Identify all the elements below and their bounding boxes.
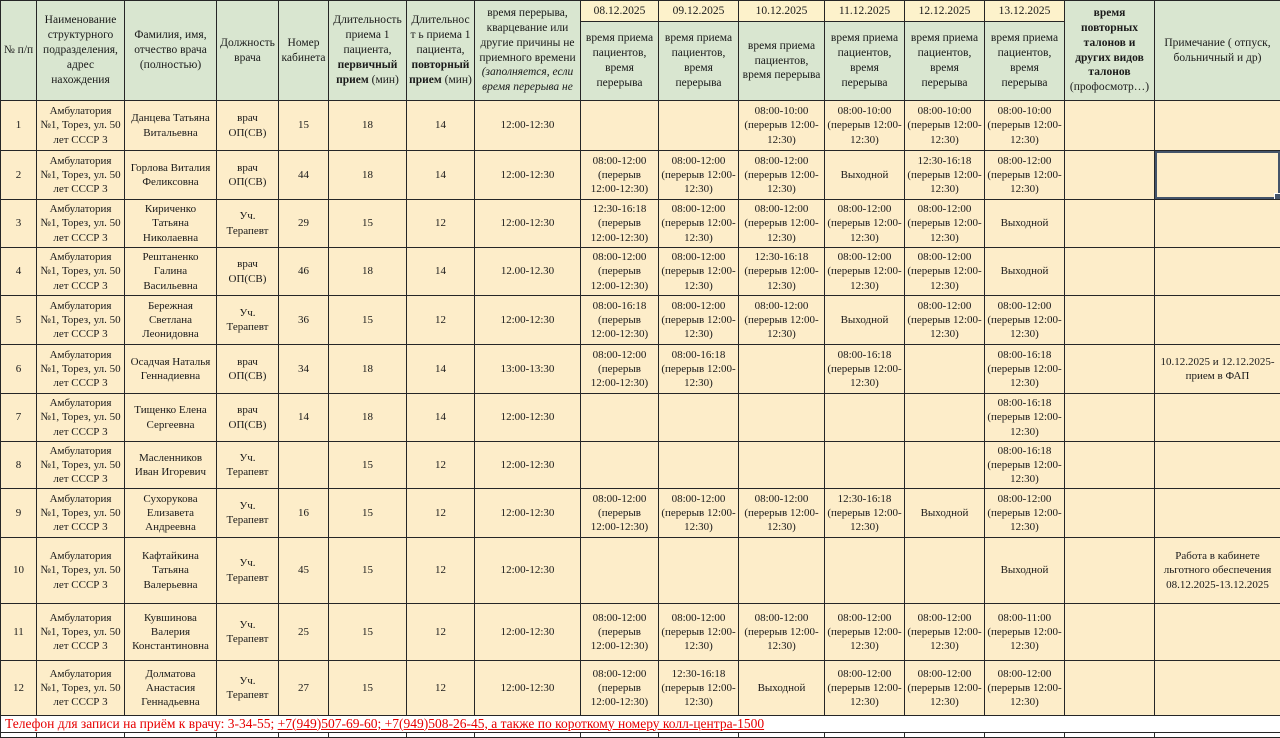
- day-schedule-cell[interactable]: [825, 442, 905, 489]
- date-subheader-6[interactable]: время приема пациентов, время перерыва: [985, 22, 1065, 101]
- break-time-cell[interactable]: 12:00-12:30: [475, 151, 581, 200]
- row-number-cell[interactable]: 4: [1, 248, 37, 296]
- department-cell[interactable]: Амбулатория №1, Торез, ул. 50 лет СССР 3: [37, 296, 125, 345]
- empty-cell[interactable]: [37, 733, 125, 738]
- day-schedule-cell[interactable]: 08:00-16:18 (перерыв 12:00-12:30): [659, 345, 739, 394]
- cabinet-number-cell[interactable]: 29: [279, 200, 329, 248]
- empty-cell[interactable]: [825, 733, 905, 738]
- doctor-name-cell[interactable]: Долматова Анастасия Геннадьевна: [125, 661, 217, 716]
- first-visit-duration-cell[interactable]: 15: [329, 200, 407, 248]
- table-row: [1, 296, 1280, 345]
- note-cell[interactable]: [1155, 200, 1280, 248]
- note-cell[interactable]: [1155, 101, 1280, 151]
- day-schedule-cell[interactable]: 08:00-12:00 (перерыв 12:00-12:30): [581, 345, 659, 394]
- cabinet-number-cell[interactable]: 16: [279, 489, 329, 538]
- day-schedule-cell[interactable]: 08:00-16:18 (перерыв 12:00-12:30): [985, 345, 1065, 394]
- repeat-visit-duration-cell[interactable]: 12: [407, 661, 475, 716]
- repeat-visit-duration-cell[interactable]: 14: [407, 151, 475, 200]
- cabinet-number-cell[interactable]: 46: [279, 248, 329, 296]
- table-row: [1, 604, 1280, 661]
- first-visit-duration-cell[interactable]: 15: [329, 661, 407, 716]
- position-cell[interactable]: врач ОП(СВ): [217, 101, 279, 151]
- doctor-name-cell[interactable]: Тищенко Елена Сергеевна: [125, 394, 217, 442]
- phone-info-text: Телефон для записи на приём к врачу: 3-34-55;: [5, 716, 278, 731]
- repeat-visit-duration-cell[interactable]: 12: [407, 489, 475, 538]
- day-schedule-cell[interactable]: Выходной: [739, 661, 825, 716]
- cabinet-number-cell[interactable]: 25: [279, 604, 329, 661]
- day-schedule-cell[interactable]: 12:30-16:18 (перерыв 12:00-12:30): [825, 489, 905, 538]
- doctor-name-cell[interactable]: Кафтайкина Татьяна Валерьевна: [125, 538, 217, 604]
- date-header-6[interactable]: 13.12.2025: [985, 1, 1065, 22]
- first-visit-duration-cell[interactable]: 15: [329, 489, 407, 538]
- repeat-visit-duration-cell[interactable]: 14: [407, 345, 475, 394]
- repeat-visit-text: Длительност ь приема 1 пациента,: [410, 14, 470, 56]
- row-number-cell[interactable]: 1: [1, 101, 37, 151]
- repeat-tickets-cell[interactable]: [1065, 442, 1155, 489]
- table-row: [1, 538, 1280, 604]
- repeat-tickets-cell[interactable]: [1065, 296, 1155, 345]
- table-row: [1, 489, 1280, 538]
- empty-cell[interactable]: [329, 733, 407, 738]
- position-cell[interactable]: врач ОП(СВ): [217, 248, 279, 296]
- repeat-visit-bold-text: повторный прием: [409, 59, 469, 86]
- repeat-tickets-cell[interactable]: [1065, 101, 1155, 151]
- day-schedule-cell[interactable]: 08:00-12:00 (перерыв 12:00-12:30): [905, 661, 985, 716]
- position-cell[interactable]: Уч. Терапевт: [217, 296, 279, 345]
- day-schedule-cell[interactable]: 08:00-10:00 (перерыв 12:00-12:30): [825, 101, 905, 151]
- day-schedule-cell[interactable]: [739, 442, 825, 489]
- position-cell[interactable]: врач ОП(СВ): [217, 394, 279, 442]
- repeat-tickets-cell[interactable]: [1065, 538, 1155, 604]
- empty-cell[interactable]: [407, 733, 475, 738]
- first-visit-duration-cell[interactable]: 18: [329, 101, 407, 151]
- position-cell[interactable]: Уч. Терапевт: [217, 538, 279, 604]
- row-number-cell[interactable]: 9: [1, 489, 37, 538]
- date-header-3[interactable]: 10.12.2025: [739, 1, 825, 22]
- department-cell[interactable]: Амбулатория №1, Торез, ул. 50 лет СССР 3: [37, 345, 125, 394]
- break-time-text: время перерыва, кварцевание или другие причины не приемного времени: [479, 7, 575, 64]
- doctor-name-cell[interactable]: Кириченко Татьяна Николаевна: [125, 200, 217, 248]
- day-schedule-cell[interactable]: 08:00-12:00 (перерыв 12:00-12:30): [905, 200, 985, 248]
- col-header-note[interactable]: Примечание ( отпуск, больничный и др): [1155, 1, 1280, 101]
- row-number-cell[interactable]: 6: [1, 345, 37, 394]
- position-cell[interactable]: Уч. Терапевт: [217, 661, 279, 716]
- col-header-cabinet[interactable]: Номер кабинета: [279, 1, 329, 101]
- break-time-cell[interactable]: 12:00-12:30: [475, 296, 581, 345]
- day-schedule-cell[interactable]: 08:00-12:00 (перерыв 12:00-12:30): [985, 661, 1065, 716]
- repeat-tickets-bold-text: время повторных талонов и других видов талонов: [1075, 7, 1144, 79]
- empty-cell[interactable]: [1, 733, 37, 738]
- day-schedule-cell[interactable]: 08:00-12:00 (перерыв 12:00-12:30): [581, 489, 659, 538]
- col-header-number[interactable]: № п/п: [1, 1, 37, 101]
- selected-cell[interactable]: [1155, 151, 1280, 200]
- day-schedule-cell[interactable]: Выходной: [985, 248, 1065, 296]
- cabinet-number-cell[interactable]: 15: [279, 101, 329, 151]
- day-schedule-cell[interactable]: 08:00-12:00 (перерыв 12:00-12:30): [739, 151, 825, 200]
- doctor-name-cell[interactable]: Осадчая Наталья Геннадиевна: [125, 345, 217, 394]
- partial-empty-row: [1, 733, 1280, 738]
- date-header-5[interactable]: 12.12.2025: [905, 1, 985, 22]
- repeat-visit-duration-cell[interactable]: 14: [407, 101, 475, 151]
- position-cell[interactable]: врач ОП(СВ): [217, 151, 279, 200]
- date-subheader-2[interactable]: время приема пациентов, время перерыва: [659, 22, 739, 101]
- row-number-cell[interactable]: 2: [1, 151, 37, 200]
- first-visit-duration-cell[interactable]: 15: [329, 604, 407, 661]
- note-cell[interactable]: [1155, 248, 1280, 296]
- repeat-tickets-cell[interactable]: [1065, 489, 1155, 538]
- first-visit-duration-cell[interactable]: 15: [329, 296, 407, 345]
- table-row: [1, 442, 1280, 489]
- break-time-cell[interactable]: 13:00-13:30: [475, 345, 581, 394]
- repeat-visit-duration-cell[interactable]: 12: [407, 200, 475, 248]
- repeat-visit-duration-cell[interactable]: 12: [407, 538, 475, 604]
- position-cell[interactable]: Уч. Терапевт: [217, 489, 279, 538]
- empty-cell[interactable]: [125, 733, 217, 738]
- note-cell[interactable]: [1155, 489, 1280, 538]
- day-schedule-cell[interactable]: 08:00-12:00 (перерыв 12:00-12:30): [581, 248, 659, 296]
- day-schedule-cell[interactable]: 08:00-12:00 (перерыв 12:00-12:30): [825, 248, 905, 296]
- empty-cell[interactable]: [659, 733, 739, 738]
- cabinet-number-cell[interactable]: 27: [279, 661, 329, 716]
- day-schedule-cell[interactable]: Выходной: [825, 296, 905, 345]
- department-cell[interactable]: Амбулатория №1, Торез, ул. 50 лет СССР 3: [37, 661, 125, 716]
- break-time-cell[interactable]: 12:00-12:30: [475, 200, 581, 248]
- day-schedule-cell[interactable]: 08:00-10:00 (перерыв 12:00-12:30): [905, 101, 985, 151]
- note-cell[interactable]: [1155, 604, 1280, 661]
- day-schedule-cell[interactable]: 08:00-12:00 (перерыв 12:00-12:30): [659, 489, 739, 538]
- doctor-name-cell[interactable]: Горлова Виталия Феликсовна: [125, 151, 217, 200]
- day-schedule-cell[interactable]: [581, 442, 659, 489]
- empty-cell[interactable]: [581, 733, 659, 738]
- day-schedule-cell[interactable]: [659, 442, 739, 489]
- first-visit-duration-cell[interactable]: 18: [329, 248, 407, 296]
- repeat-tickets-rest-text: (профосмотр…): [1070, 81, 1149, 93]
- day-schedule-cell[interactable]: 12:30-16:18 (перерыв 12:00-12:30): [905, 151, 985, 200]
- repeat-tickets-cell[interactable]: [1065, 248, 1155, 296]
- day-schedule-cell[interactable]: [905, 394, 985, 442]
- department-cell[interactable]: Амбулатория №1, Торез, ул. 50 лет СССР 3: [37, 538, 125, 604]
- note-cell[interactable]: [1155, 394, 1280, 442]
- day-schedule-cell[interactable]: 08:00-12:00 (перерыв 12:00-12:30): [659, 151, 739, 200]
- day-schedule-cell[interactable]: Выходной: [985, 200, 1065, 248]
- selection-fill-handle[interactable]: [1274, 193, 1280, 199]
- day-schedule-cell[interactable]: 08:00-16:18 (перерыв 12:00-12:30): [985, 394, 1065, 442]
- day-schedule-cell[interactable]: [659, 394, 739, 442]
- day-schedule-cell[interactable]: Выходной: [905, 489, 985, 538]
- day-schedule-cell[interactable]: 08:00-16:18 (перерыв 12:00-12:30): [825, 345, 905, 394]
- day-schedule-cell[interactable]: 08:00-12:00 (перерыв 12:00-12:30): [985, 489, 1065, 538]
- empty-cell[interactable]: [739, 733, 825, 738]
- day-schedule-cell[interactable]: 08:00-12:00 (перерыв 12:00-12:30): [739, 296, 825, 345]
- day-schedule-cell[interactable]: [825, 394, 905, 442]
- day-schedule-cell[interactable]: 08:00-12:00 (перерыв 12:00-12:30): [739, 489, 825, 538]
- doctor-name-cell[interactable]: Сухорукова Елизавета Андреевна: [125, 489, 217, 538]
- break-time-cell[interactable]: 12:00-12:30: [475, 442, 581, 489]
- day-schedule-cell[interactable]: [905, 442, 985, 489]
- empty-cell[interactable]: [475, 733, 581, 738]
- table-row: [1, 101, 1280, 151]
- department-cell[interactable]: Амбулатория №1, Торез, ул. 50 лет СССР 3: [37, 604, 125, 661]
- department-cell[interactable]: Амбулатория №1, Торез, ул. 50 лет СССР 3: [37, 200, 125, 248]
- empty-cell[interactable]: [1065, 733, 1155, 738]
- day-schedule-cell[interactable]: 08:00-12:00 (перерыв 12:00-12:30): [581, 661, 659, 716]
- table-row: [1, 345, 1280, 394]
- table-row: [1, 151, 1280, 200]
- row-number-cell[interactable]: 7: [1, 394, 37, 442]
- date-subheader-1[interactable]: время приема пациентов, время перерыва: [581, 22, 659, 101]
- day-schedule-cell[interactable]: 08:00-10:00 (перерыв 12:00-12:30): [739, 101, 825, 151]
- date-header-1[interactable]: 08.12.2025: [581, 1, 659, 22]
- phone-info-row: [1, 716, 1280, 733]
- break-time-cell[interactable]: 12:00-12:30: [475, 538, 581, 604]
- cabinet-number-cell[interactable]: 45: [279, 538, 329, 604]
- department-cell[interactable]: Амбулатория №1, Торез, ул. 50 лет СССР 3: [37, 442, 125, 489]
- table-body: [1, 101, 1280, 716]
- empty-cell[interactable]: [985, 733, 1065, 738]
- repeat-tickets-cell[interactable]: [1065, 661, 1155, 716]
- col-header-position[interactable]: Должность врача: [217, 1, 279, 101]
- empty-cell[interactable]: [1155, 733, 1280, 738]
- table-row: [1, 394, 1280, 442]
- cabinet-number-cell[interactable]: 14: [279, 394, 329, 442]
- day-schedule-cell[interactable]: 08:00-11:00 (перерыв 12:00-12:30): [985, 604, 1065, 661]
- phone-info-cell[interactable]: [1, 716, 1280, 733]
- empty-cell[interactable]: [279, 733, 329, 738]
- doctor-name-cell[interactable]: Рештаненко Галина Васильевна: [125, 248, 217, 296]
- col-header-repeat-visit-duration[interactable]: [407, 1, 475, 101]
- break-time-cell[interactable]: 12:00-12:30: [475, 661, 581, 716]
- col-header-repeat-tickets[interactable]: [1065, 1, 1155, 101]
- day-schedule-cell[interactable]: [581, 538, 659, 604]
- day-schedule-cell[interactable]: 08:00-12:00 (перерыв 12:00-12:30): [739, 200, 825, 248]
- table-row: [1, 200, 1280, 248]
- col-header-first-visit-duration[interactable]: [329, 1, 407, 101]
- day-schedule-cell[interactable]: 08:00-12:00 (перерыв 12:00-12:30): [659, 248, 739, 296]
- first-visit-duration-cell[interactable]: 18: [329, 394, 407, 442]
- day-schedule-cell[interactable]: 12:30-16:18 (перерыв 12:00-12:30): [581, 200, 659, 248]
- day-schedule-cell[interactable]: 08:00-12:00 (перерыв 12:00-12:30): [659, 296, 739, 345]
- day-schedule-cell[interactable]: 08:00-12:00 (перерыв 12:00-12:30): [659, 200, 739, 248]
- repeat-tickets-cell[interactable]: [1065, 604, 1155, 661]
- note-cell[interactable]: [1155, 661, 1280, 716]
- day-schedule-cell[interactable]: 08:00-12:00 (перерыв 12:00-12:30): [825, 661, 905, 716]
- position-cell[interactable]: Уч. Терапевт: [217, 200, 279, 248]
- break-time-cell[interactable]: 12:00-12:30: [475, 101, 581, 151]
- day-schedule-cell[interactable]: 08:00-10:00 (перерыв 12:00-12:30): [985, 101, 1065, 151]
- first-visit-duration-cell[interactable]: 18: [329, 345, 407, 394]
- day-schedule-cell[interactable]: 12:30-16:18 (перерыв 12:00-12:30): [739, 248, 825, 296]
- first-visit-unit: (мин): [369, 74, 399, 86]
- day-schedule-cell[interactable]: 12:30-16:18 (перерыв 12:00-12:30): [659, 661, 739, 716]
- empty-cell[interactable]: [217, 733, 279, 738]
- cabinet-number-cell[interactable]: 36: [279, 296, 329, 345]
- day-schedule-cell[interactable]: Выходной: [825, 151, 905, 200]
- position-cell[interactable]: врач ОП(СВ): [217, 345, 279, 394]
- repeat-tickets-cell[interactable]: [1065, 200, 1155, 248]
- date-subheader-3[interactable]: время приема пациентов, время перерыва: [739, 22, 825, 101]
- repeat-visit-duration-cell[interactable]: 14: [407, 248, 475, 296]
- col-header-doctor-name[interactable]: Фамилия, имя, отчество врача (полностью): [125, 1, 217, 101]
- repeat-visit-duration-cell[interactable]: 12: [407, 604, 475, 661]
- break-time-cell[interactable]: 12.00-12.30: [475, 248, 581, 296]
- cabinet-number-cell[interactable]: [279, 442, 329, 489]
- row-number-cell[interactable]: 3: [1, 200, 37, 248]
- repeat-visit-duration-cell[interactable]: 12: [407, 442, 475, 489]
- note-cell[interactable]: [1155, 296, 1280, 345]
- day-schedule-cell[interactable]: [825, 538, 905, 604]
- position-cell[interactable]: Уч. Терапевт: [217, 442, 279, 489]
- first-visit-duration-cell[interactable]: 18: [329, 151, 407, 200]
- day-schedule-cell[interactable]: Выходной: [985, 538, 1065, 604]
- department-cell[interactable]: Амбулатория №1, Торез, ул. 50 лет СССР 3: [37, 248, 125, 296]
- row-number-cell[interactable]: 12: [1, 661, 37, 716]
- break-time-cell[interactable]: 12:00-12:30: [475, 489, 581, 538]
- row-number-cell[interactable]: 10: [1, 538, 37, 604]
- day-schedule-cell[interactable]: [739, 345, 825, 394]
- day-schedule-cell[interactable]: [659, 538, 739, 604]
- day-schedule-cell[interactable]: 08:00-12:00 (перерыв 12:00-12:30): [581, 151, 659, 200]
- repeat-visit-unit: (мин): [442, 74, 472, 86]
- date-subheader-4[interactable]: время приема пациентов, время перерыва: [825, 22, 905, 101]
- row-number-cell[interactable]: 5: [1, 296, 37, 345]
- table-footer: [1, 716, 1280, 738]
- day-schedule-cell[interactable]: 08:00-16:18 (перерыв 12:00-12:30): [581, 296, 659, 345]
- day-schedule-cell[interactable]: [739, 394, 825, 442]
- date-subheader-5[interactable]: время приема пациентов, время перерыва: [905, 22, 985, 101]
- doctor-name-cell[interactable]: Бережная Светлана Леонидовна: [125, 296, 217, 345]
- day-schedule-cell[interactable]: [659, 101, 739, 151]
- day-schedule-cell[interactable]: 08:00-16:18 (перерыв 12:00-12:30): [985, 442, 1065, 489]
- day-schedule-cell[interactable]: [581, 394, 659, 442]
- day-schedule-cell[interactable]: 08:00-12:00 (перерыв 12:00-12:30): [905, 248, 985, 296]
- row-number-cell[interactable]: 11: [1, 604, 37, 661]
- day-schedule-cell[interactable]: [581, 101, 659, 151]
- col-header-break-time[interactable]: [475, 1, 581, 101]
- note-cell[interactable]: 10.12.2025 и 12.12.2025-прием в ФАП: [1155, 345, 1280, 394]
- day-schedule-cell[interactable]: 08:00-12:00 (перерыв 12:00-12:30): [985, 296, 1065, 345]
- repeat-tickets-cell[interactable]: [1065, 394, 1155, 442]
- department-cell[interactable]: Амбулатория №1, Торез, ул. 50 лет СССР 3: [37, 101, 125, 151]
- first-visit-duration-cell[interactable]: 15: [329, 538, 407, 604]
- date-header-2[interactable]: 09.12.2025: [659, 1, 739, 22]
- date-header-4[interactable]: 11.12.2025: [825, 1, 905, 22]
- department-cell[interactable]: Амбулатория №1, Торез, ул. 50 лет СССР 3: [37, 151, 125, 200]
- break-time-cell[interactable]: 12:00-12:30: [475, 394, 581, 442]
- day-schedule-cell[interactable]: 08:00-12:00 (перерыв 12:00-12:30): [581, 604, 659, 661]
- doctor-name-cell[interactable]: Данцева Татьяна Витальевна: [125, 101, 217, 151]
- first-visit-duration-cell[interactable]: 15: [329, 442, 407, 489]
- note-cell[interactable]: Работа в кабинете льготного обеспечения 08.12.2025-13.12.2025: [1155, 538, 1280, 604]
- day-schedule-cell[interactable]: [739, 538, 825, 604]
- phone-info-underlined-text: +7(949)507-69-60; +7(949)508-26-45, а также по короткому номеру колл-центра-1500: [278, 716, 764, 731]
- repeat-visit-duration-cell[interactable]: 12: [407, 296, 475, 345]
- day-schedule-cell[interactable]: 08:00-12:00 (перерыв 12:00-12:30): [739, 604, 825, 661]
- day-schedule-cell[interactable]: [905, 538, 985, 604]
- doctor-name-cell[interactable]: Кувшинова Валерия Константиновна: [125, 604, 217, 661]
- cabinet-number-cell[interactable]: 44: [279, 151, 329, 200]
- day-schedule-cell[interactable]: 08:00-12:00 (перерыв 12:00-12:30): [985, 151, 1065, 200]
- first-visit-text: Длительность приема 1 пациента,: [333, 14, 401, 56]
- repeat-visit-duration-cell[interactable]: 14: [407, 394, 475, 442]
- first-visit-bold-text: первичный прием: [336, 59, 397, 86]
- break-time-cell[interactable]: 12:00-12:30: [475, 604, 581, 661]
- day-schedule-cell[interactable]: 08:00-12:00 (перерыв 12:00-12:30): [825, 200, 905, 248]
- day-schedule-cell[interactable]: 08:00-12:00 (перерыв 12:00-12:30): [659, 604, 739, 661]
- day-schedule-cell[interactable]: 08:00-12:00 (перерыв 12:00-12:30): [905, 604, 985, 661]
- doctor-name-cell[interactable]: Масленников Иван Игоревич: [125, 442, 217, 489]
- department-cell[interactable]: Амбулатория №1, Торез, ул. 50 лет СССР 3: [37, 489, 125, 538]
- position-cell[interactable]: Уч. Терапевт: [217, 604, 279, 661]
- repeat-tickets-cell[interactable]: [1065, 151, 1155, 200]
- col-header-department[interactable]: Наименование структурного подразделения, адрес нахождения: [37, 1, 125, 101]
- department-cell[interactable]: Амбулатория №1, Торез, ул. 50 лет СССР 3: [37, 394, 125, 442]
- repeat-tickets-cell[interactable]: [1065, 345, 1155, 394]
- row-number-cell[interactable]: 8: [1, 442, 37, 489]
- day-schedule-cell[interactable]: [905, 345, 985, 394]
- table-row: [1, 661, 1280, 716]
- table-row: [1, 248, 1280, 296]
- day-schedule-cell[interactable]: 08:00-12:00 (перерыв 12:00-12:30): [905, 296, 985, 345]
- note-cell[interactable]: [1155, 442, 1280, 489]
- break-time-italic-text: (заполняется, если время перерыва не: [482, 66, 574, 93]
- day-schedule-cell[interactable]: 08:00-12:00 (перерыв 12:00-12:30): [825, 604, 905, 661]
- empty-cell[interactable]: [905, 733, 985, 738]
- cabinet-number-cell[interactable]: 34: [279, 345, 329, 394]
